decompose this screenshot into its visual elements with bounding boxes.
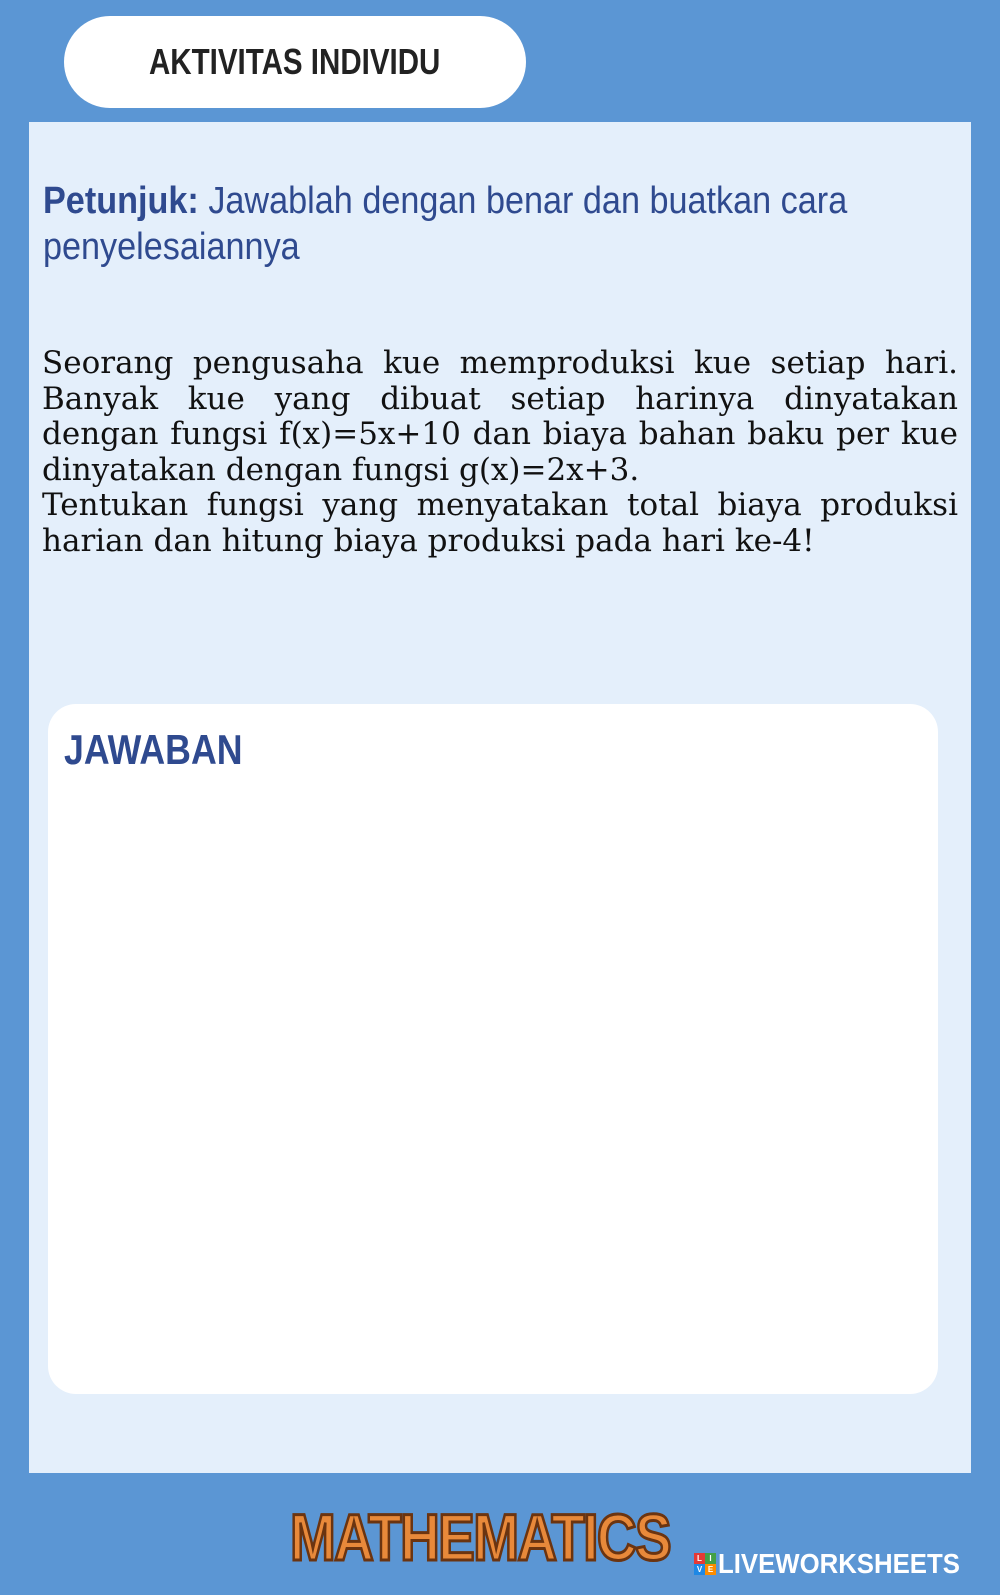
- badge-letter-e: E: [705, 1564, 716, 1575]
- badge-letter-v: V: [694, 1564, 705, 1575]
- badge-letter-l: L: [694, 1553, 705, 1564]
- problem-text: [42, 346, 958, 559]
- instruction-label: Petunjuk:: [43, 180, 199, 222]
- instruction: [43, 178, 961, 270]
- problem-paragraph-2: Tentukan fungsi yang menyatakan total biaya produksi harian dan hitung biaya produksi pada hari ke-4!: [42, 487, 958, 559]
- badge-letter-i: I: [705, 1553, 716, 1564]
- answer-box[interactable]: [48, 704, 938, 1394]
- liveworksheets-badge-icon: [694, 1553, 716, 1575]
- worksheet-panel: [29, 122, 971, 1473]
- liveworksheets-wordmark: LIVEWORKSHEETS: [718, 1548, 960, 1579]
- answer-title: JAWABAN: [64, 726, 243, 773]
- activity-header-pill: [64, 16, 526, 108]
- problem-paragraph-1: Seorang pengusaha kue memproduksi kue setiap hari. Banyak kue yang dibuat setiap harinya dinyatakan dengan fungsi f(x)=5x+10 dan biaya bahan baku per kue dinyatakan dengan fungsi g(x)=2x+3.: [42, 345, 958, 488]
- mathematics-logo-text: MATHEMATICS: [290, 1500, 670, 1574]
- mathematics-logo: [282, 1492, 678, 1580]
- activity-header-title: AKTIVITAS INDIVIDU: [149, 41, 441, 82]
- instruction-text: Jawablah dengan benar dan buatkan cara penyelesaiannya: [43, 180, 848, 268]
- liveworksheets-brand: [694, 1548, 981, 1580]
